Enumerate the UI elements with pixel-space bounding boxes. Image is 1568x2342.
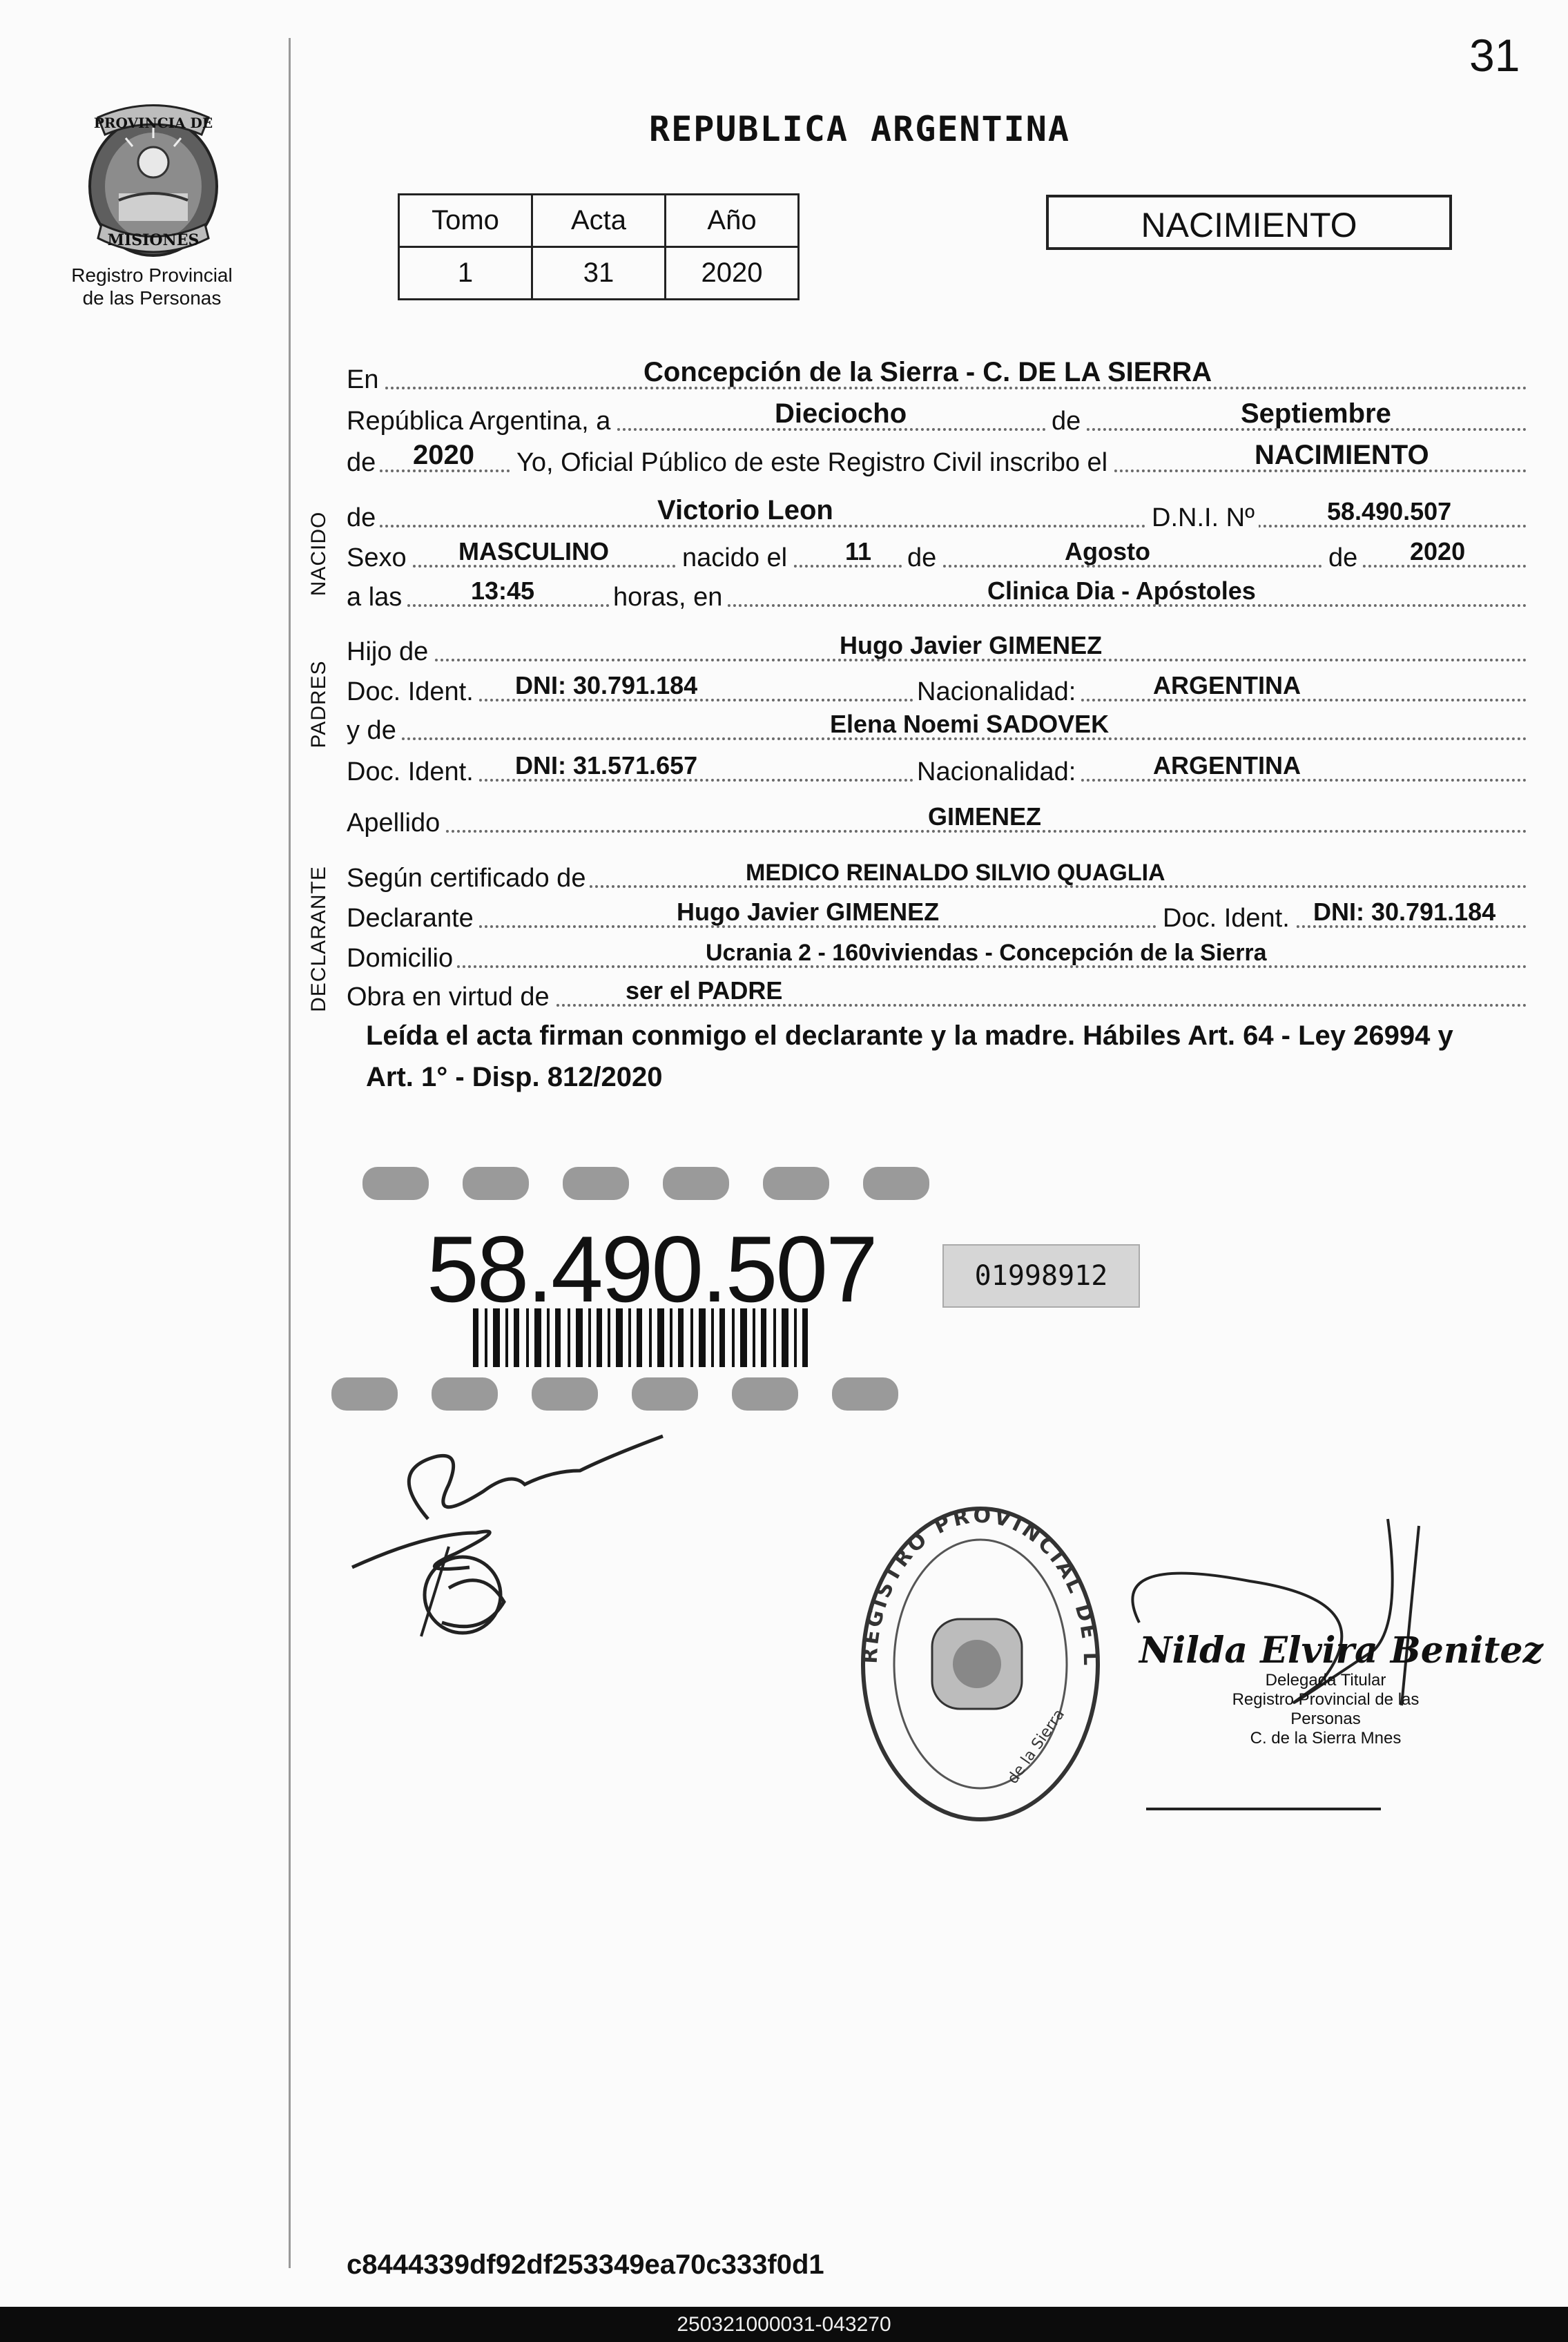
value-sex: MASCULINO [458, 537, 609, 565]
label-hours: horas, en [609, 583, 726, 612]
label-de-name: de [347, 503, 380, 533]
document-title: REPUBLICA ARGENTINA [649, 109, 1070, 149]
label-address: Domicilio [347, 944, 457, 974]
row-father [347, 624, 1527, 666]
row-by-virtue [347, 969, 1527, 1011]
row-mother-doc [347, 744, 1527, 786]
value-mother: Elena Noemi SADOVEK [830, 710, 1110, 738]
value-place: Concepción de la Sierra - C. DE LA SIERRA [643, 357, 1212, 387]
label-dni: D.N.I. Nº [1148, 503, 1259, 533]
province-coat-of-arms [77, 97, 229, 262]
registry-line-2: de las Personas [82, 287, 222, 309]
value-year: 2020 [413, 440, 474, 470]
row-declarant [347, 891, 1527, 932]
svg-text:REGISTRO PROVINCIAL DE LAS PER: REGISTRO PROVINCIAL DE L [858, 1503, 1103, 1669]
value-birth-time: 13:45 [471, 577, 535, 605]
official-title-line3: C. de la Sierra Mnes [1250, 1729, 1402, 1748]
row-name [347, 490, 1527, 532]
value-father-nationality: ARGENTINA [1153, 671, 1301, 699]
registry-stamp [856, 1502, 1105, 1826]
value-tomo: 1 [399, 247, 532, 300]
value-ano: 2020 [666, 247, 799, 300]
side-label-declarante: DECLARANTE [307, 866, 330, 1012]
side-label-padres: PADRES [307, 660, 330, 748]
label-mother-nationality: Nacionalidad: [913, 757, 1080, 787]
record-table [398, 193, 800, 300]
value-declarant-doc: DNI: 30.791.184 [1313, 898, 1496, 926]
page-number: 31 [1469, 30, 1520, 81]
value-birth-day: 11 [845, 537, 872, 565]
label-child-of: Hijo de [347, 637, 432, 667]
row-officer [347, 435, 1527, 476]
value-by-virtue: ser el PADRE [626, 976, 783, 1005]
official-title [1212, 1671, 1440, 1748]
official-title-line1: Delegada Titular [1265, 1671, 1386, 1690]
document-type-box: NACIMIENTO [1046, 195, 1452, 250]
label-en: En [347, 365, 383, 395]
footer-bar: 250321000031-043270 [0, 2307, 1568, 2342]
document-hash: c8444339df92df253349ea70c333f0d1 [347, 2249, 824, 2280]
sticker-serial: 01998912 [942, 1244, 1140, 1308]
value-certificate: MEDICO REINALDO SILVIO QUAGLIA [746, 860, 1165, 886]
label-de-year: de [347, 448, 380, 478]
row-time [347, 570, 1527, 611]
label-surname: Apellido [347, 809, 444, 838]
value-birth-place: Clinica Dia - Apóstoles [987, 577, 1256, 605]
value-act-type: NACIMIENTO [1255, 440, 1429, 470]
registry-caption [41, 264, 262, 309]
row-surname [347, 795, 1527, 837]
value-month: Septiembre [1241, 398, 1391, 429]
value-birth-month: Agosto [1065, 537, 1150, 565]
label-republic: República Argentina, a [347, 407, 614, 436]
header-acta: Acta [532, 195, 666, 247]
label-de-birth-month: de [903, 543, 940, 573]
label-certificate: Según certificado de [347, 864, 590, 893]
side-label-nacido: NACIDO [307, 511, 330, 597]
label-de-birth-year: de [1324, 543, 1362, 573]
row-date [347, 394, 1527, 435]
label-father-nationality: Nacionalidad: [913, 677, 1080, 707]
label-declarant: Declarante [347, 904, 478, 933]
official-title-line2: Registro Provincial de las Personas [1232, 1690, 1420, 1728]
label-de-month: de [1047, 407, 1085, 436]
row-father-doc [347, 664, 1527, 706]
registry-line-1: Registro Provincial [71, 264, 233, 286]
svg-text:de la Sierra: de la Sierra [1004, 1705, 1069, 1788]
row-address [347, 931, 1527, 972]
declarant-signature [345, 1429, 677, 1643]
value-mother-doc: DNI: 31.571.657 [515, 751, 698, 780]
value-father: Hugo Javier GIMENEZ [840, 631, 1103, 659]
sticker-dni-number: 58.490.507 [427, 1217, 876, 1322]
row-certificate [347, 851, 1527, 892]
label-born: nacido el [678, 543, 791, 573]
value-acta: 31 [532, 247, 666, 300]
label-father-doc: Doc. Ident. [347, 677, 478, 707]
row-sex [347, 530, 1527, 572]
row-place [347, 352, 1527, 394]
value-address: Ucrania 2 - 160viviendas - Concepción de la Sierra [706, 940, 1267, 966]
header-tomo: Tomo [399, 195, 532, 247]
label-officer: Yo, Oficial Público de este Registro Civil inscribo el [512, 448, 1112, 478]
label-and: y de [347, 716, 400, 746]
svg-text:MISIONES: MISIONES [107, 231, 200, 249]
value-mother-nationality: ARGENTINA [1153, 751, 1301, 780]
header-ano: Año [666, 195, 799, 247]
label-mother-doc: Doc. Ident. [347, 757, 478, 787]
value-dni: 58.490.507 [1327, 497, 1452, 525]
value-declarant: Hugo Javier GIMENEZ [677, 898, 940, 926]
value-name: Victorio Leon [657, 495, 833, 525]
svg-text:PROVINCIA DE: PROVINCIA DE [93, 115, 213, 131]
value-birth-year: 2020 [1410, 537, 1466, 565]
margin-line [289, 38, 291, 2268]
official-name: Nilda Elvira Benitez [1139, 1629, 1543, 1672]
value-day: Dieciocho [775, 398, 907, 429]
label-by-virtue: Obra en virtud de [347, 983, 554, 1012]
label-at: a las [347, 583, 406, 612]
row-mother [347, 703, 1527, 744]
closing-note: Leída el acta firman conmigo el declarante y la madre. Hábiles Art. 64 - Ley 26994 y Art. 1° - Disp. 812/2020 [366, 1020, 1453, 1092]
label-sex: Sexo [347, 543, 411, 573]
value-father-doc: DNI: 30.791.184 [515, 671, 698, 699]
value-surname: GIMENEZ [928, 802, 1042, 831]
label-declarant-doc: Doc. Ident. [1159, 904, 1294, 933]
